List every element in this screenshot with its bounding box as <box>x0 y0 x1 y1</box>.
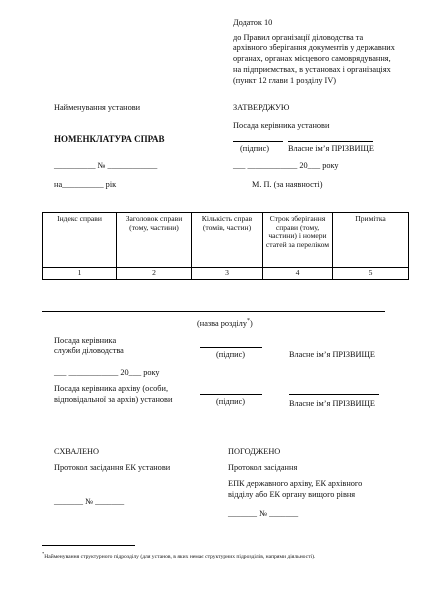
archive-position: відповідальної за архів) установи <box>54 395 173 404</box>
agreed-body: ЕПК державного архіву, ЕК архівного <box>228 479 363 488</box>
appendix-line: (пункт 12 глави 1 розділу IV) <box>233 76 337 85</box>
approval-heading: ЗАТВЕРДЖУЮ <box>233 103 290 112</box>
column-header: Заголовок справи (тому, частини) <box>117 213 192 268</box>
footnote-rule <box>42 545 135 546</box>
approval-name: Власне ім’я ПРІЗВИЩЕ <box>288 144 374 153</box>
approval-stamp: М. П. (за наявності) <box>252 180 323 189</box>
agreed-heading: ПОГОДЖЕНО <box>228 447 281 456</box>
approval-position: Посада керівника установи <box>233 121 330 130</box>
column-header: Індекс справи <box>43 213 117 268</box>
signature-line <box>200 394 262 395</box>
column-number: 2 <box>117 268 192 280</box>
records-service-signature-label: (підпис) <box>216 350 246 359</box>
approved-heading: СХВАЛЕНО <box>54 447 99 456</box>
archive-position: Посада керівника архіву (особи, <box>54 384 169 393</box>
table-number-row <box>43 268 409 280</box>
column-header: Строк зберігання справи (тому, частини) і номери статей за переліком <box>263 213 333 268</box>
records-service-date: ___ ____________ 20___ року <box>54 368 160 377</box>
signature-line <box>233 141 283 142</box>
table-header-row <box>43 213 409 268</box>
approval-date: ___ ____________ 20___ року <box>233 161 339 170</box>
section-name-line <box>42 311 385 312</box>
agreed-body: відділу або ЕК органу вищого рівня <box>228 490 356 499</box>
signature-line <box>200 347 262 348</box>
agreed-number: _______ № _______ <box>228 509 299 518</box>
institution-name-label: Найменування установи <box>54 103 141 112</box>
records-service-position: Посада керівника <box>54 336 117 345</box>
records-service-position: служби діловодства <box>54 346 124 355</box>
appendix-title: Додаток 10 <box>233 18 273 27</box>
column-header: Примітка <box>333 213 409 268</box>
records-service-name: Власне ім’я ПРІЗВИЩЕ <box>289 350 375 359</box>
section-caption: (назва розділу*) <box>197 318 253 328</box>
column-number: 1 <box>43 268 117 280</box>
appendix-line: архівного зберігання документів у державних <box>233 43 395 52</box>
appendix-line: до Правил організації діловодства та <box>233 33 364 42</box>
archive-signature-label: (підпис) <box>216 397 246 406</box>
nomenclature-table <box>42 212 409 280</box>
year-line: на__________ рік <box>54 180 117 189</box>
column-number: 4 <box>263 268 333 280</box>
number-line: __________ № ____________ <box>54 161 158 170</box>
agreed-protocol: Протокол засідання <box>228 463 298 472</box>
approved-number: _______ № _______ <box>54 497 125 506</box>
column-header: Кількість справ (томів, частин) <box>192 213 263 268</box>
name-line <box>288 141 373 142</box>
approved-protocol: Протокол засідання ЕК установи <box>54 463 171 472</box>
column-number: 3 <box>192 268 263 280</box>
approval-signature-label: (підпис) <box>240 144 270 153</box>
column-number: 5 <box>333 268 409 280</box>
appendix-line: на підприємствах, в установах і організаціях <box>233 65 391 74</box>
footnote: *Найменування структурного підрозділу (для установ, в яких немає структурних підрозділів, напрями діяльності). <box>42 551 316 560</box>
archive-name: Власне ім’я ПРІЗВИЩЕ <box>289 399 375 408</box>
name-line <box>289 394 379 395</box>
appendix-line: органах, органах місцевого самоврядування, <box>233 54 391 63</box>
document-title: НОМЕНКЛАТУРА СПРАВ <box>54 134 165 144</box>
